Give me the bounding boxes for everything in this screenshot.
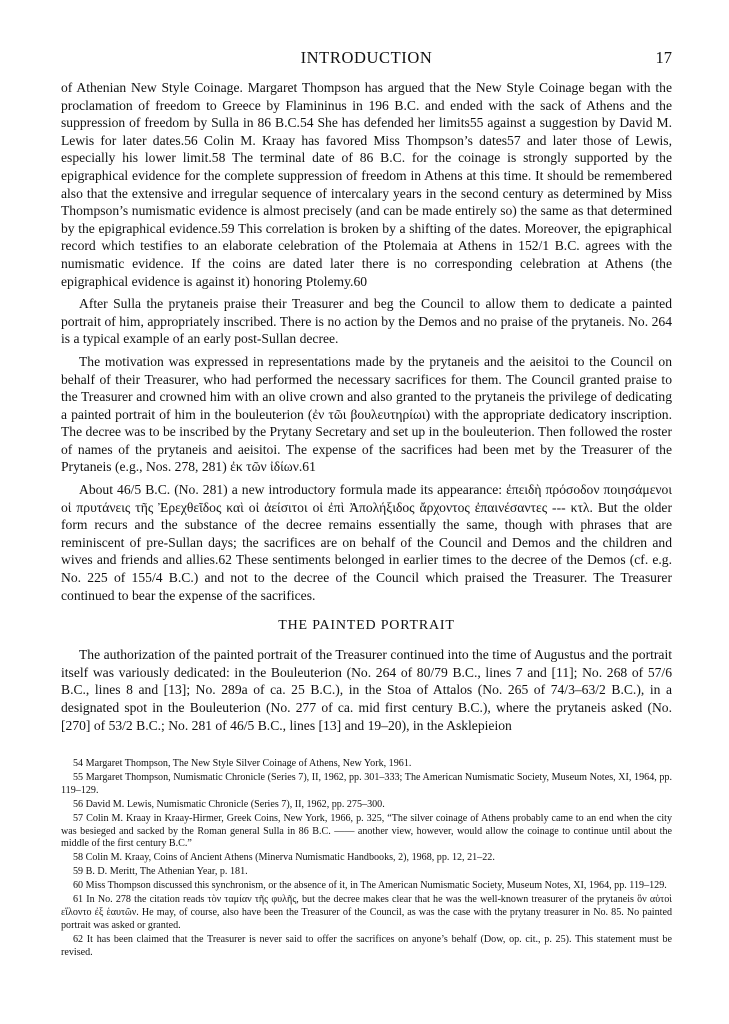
paragraph-1: of Athenian New Style Coinage. Margaret Thompson has argued that the New Style Coinage began with the proclamation of freedom to Greece by Flamininus in 196 B.C. and ended with the sack of Athens and the suppression of freedom by Sulla in 86 B.C.54 She has defended her limits55 against a suggestion by David M. Lewis for later dates.56 Colin M. Kraay has favored Miss Thompson’s dates57 and later those of Lewis, especially his lower limit.58 The terminal date of 86 B.C. for the coinage is strongly supported by the epigraphical evidence for the complete suppression of freedom in Athens at this time. It should be remembered also that the extensive and irregular sequence of intercalary years in the second century as determined by Miss Thompson’s numismatic evidence is almost precisely (and can be made entirely so) the same as that determined by the epigraphical evidence.59 This correlation is broken by a shifting of the dates. Moreover, the epigraphical record which testifies to an elaborate celebration of the Ptolemaia at Athens in 152/1 B.C. agrees with the numismatic evidence. If the coins are dated later there is no corresponding celebration at Athens (the epigraphical evidence is against it) honoring Ptolemy.60 [61, 80, 672, 289]
footnotes [61, 758, 672, 961]
footnote-56: 56 David M. Lewis, Numismatic Chronicle (Series 7), II, 1962, pp. 275–300. [73, 798, 385, 810]
footnote-59: 59 B. D. Meritt, The Athenian Year, p. 181. [73, 866, 248, 878]
footnote-55: 55 Margaret Thompson, Numismatic Chronicle (Series 7), II, 1962, pp. 301–333; The American Numismatic Society, Museum Notes, XI, 1964, pp. 119–129. [61, 771, 672, 796]
section-heading: THE PAINTED PORTRAIT [278, 618, 455, 634]
footnote-57: 57 Colin M. Kraay in Kraay-Hirmer, Greek Coins, New York, 1966, p. 325, “The silver coinage of Athens probably came to an end when the city was besieged and sacked by the Roman general Sulla in 86 B.C. —— another view, however, would allow the coinage to continue until about the middle of the first century B.C.” [61, 812, 672, 850]
footnote-60: 60 Miss Thompson discussed this synchronism, or the absence of it, in The American Numismatic Society, Museum Notes, XI, 1964, pp. 119–129. [73, 880, 667, 892]
footnote-58: 58 Colin M. Kraay, Coins of Ancient Athens (Minerva Numismatic Handbooks, 2), 1968, pp. 12, 21–22. [73, 852, 495, 864]
footnote-61: 61 In No. 278 the citation reads τὸν ταμίαν τῆς φυλῆς, but the decree makes clear that he was the well-known treasurer of the prytaneis ὃν αὐτοὶ εἵλοντο ἐξ ἑαυτῶν. He may, of course, also have been the Treasurer of the Council, as was the case with the prytany treasurer in No. 85. No painted portrait was asked or granted. [61, 894, 672, 931]
footnote-62: 62 It has been claimed that the Treasurer is never said to offer the sacrifices on anyone’s behalf (Dow, op. cit., p. 25). This statement must be revised. [61, 933, 672, 958]
footnote-54: 54 Margaret Thompson, The New Style Silver Coinage of Athens, New York, 1961. [73, 758, 412, 769]
paragraph-3: The motivation was expressed in representations made by the prytaneis and the aeisitoi to the Council on behalf of their Treasurer, who had performed the necessary sacrifices for them. The Council granted praise to the Treasurer and crowned him with an olive crown and also granted to the prytaneis the privilege of dedicating a painted portrait of him in the bouleuterion (ἐν τῶι βουλευτηρίωι) with the appropriate dedicatory inscription. The decree was to be inscribed by the Prytany Secretary and set up in the bouleuterion. Then followed the roster of names of the prytaneis and aeisitoi. The expense of the sacrifices had been met by the Treasurer of the Prytaneis (e.g., Nos. 278, 281) ἐκ τῶν ἰδίων.61 [61, 353, 672, 475]
running-header [61, 48, 672, 68]
paragraph-5: The authorization of the painted portrait of the Treasurer continued into the time of Augustus and the portrait itself was variously dedicated: in the Bouleuterion (No. 264 of 80/79 B.C., lines 7 and [11]; No. 268 of 57/6 B.C., lines 8 and [13]; No. 289a of ca. 25 B.C.), in the Stoa of Attalos (No. 265 of 74/3–63/2 B.C.), in a designated spot in the Bouleuterion (No. 277 of ca. mid first century B.C.), where the prytaneis asked (No. [270] of 53/2 B.C.; No. 281 of 46/5 B.C., lines [13] and 19–20), in the Asklepieion [61, 647, 672, 733]
page-number: 17 [655, 48, 672, 67]
running-title: INTRODUCTION [300, 48, 433, 67]
paragraph-4: About 46/5 B.C. (No. 281) a new introductory formula made its appearance: ἐπειδὴ πρόσοδον ποιησάμενοι οἱ πρυτάνεις τῆς Ἐρεχθεῖδος καὶ οἱ ἀείσιτοι οἱ ἐπὶ Ἀπολήξιδος ἄρχοντος ἐπαινέσαντες --- κτλ. But the older form recurs and the substance of the decree remains essentially the same, though with phrases that are reminiscent of pre-Sullan days; the sacrifices are on behalf of the Council and Demos and the children and wives and friends and allies.62 These sentiments belonged in earlier times to the decree of the Demos (cf. e.g. No. 225 of 155/4 B.C.) and not to the decree of the Council which praised the Treasurer. The Treasurer continued to bear the expense of the sacrifices. [61, 482, 672, 603]
paragraph-2: After Sulla the prytaneis praise their Treasurer and beg the Council to allow them to dedicate a painted portrait of him, appropriately inscribed. There is no action by the Demos and no praise of the prytaneis. No. 264 is a typical example of an early post-Sullan decree. [61, 296, 672, 347]
body-text [61, 79, 672, 739]
